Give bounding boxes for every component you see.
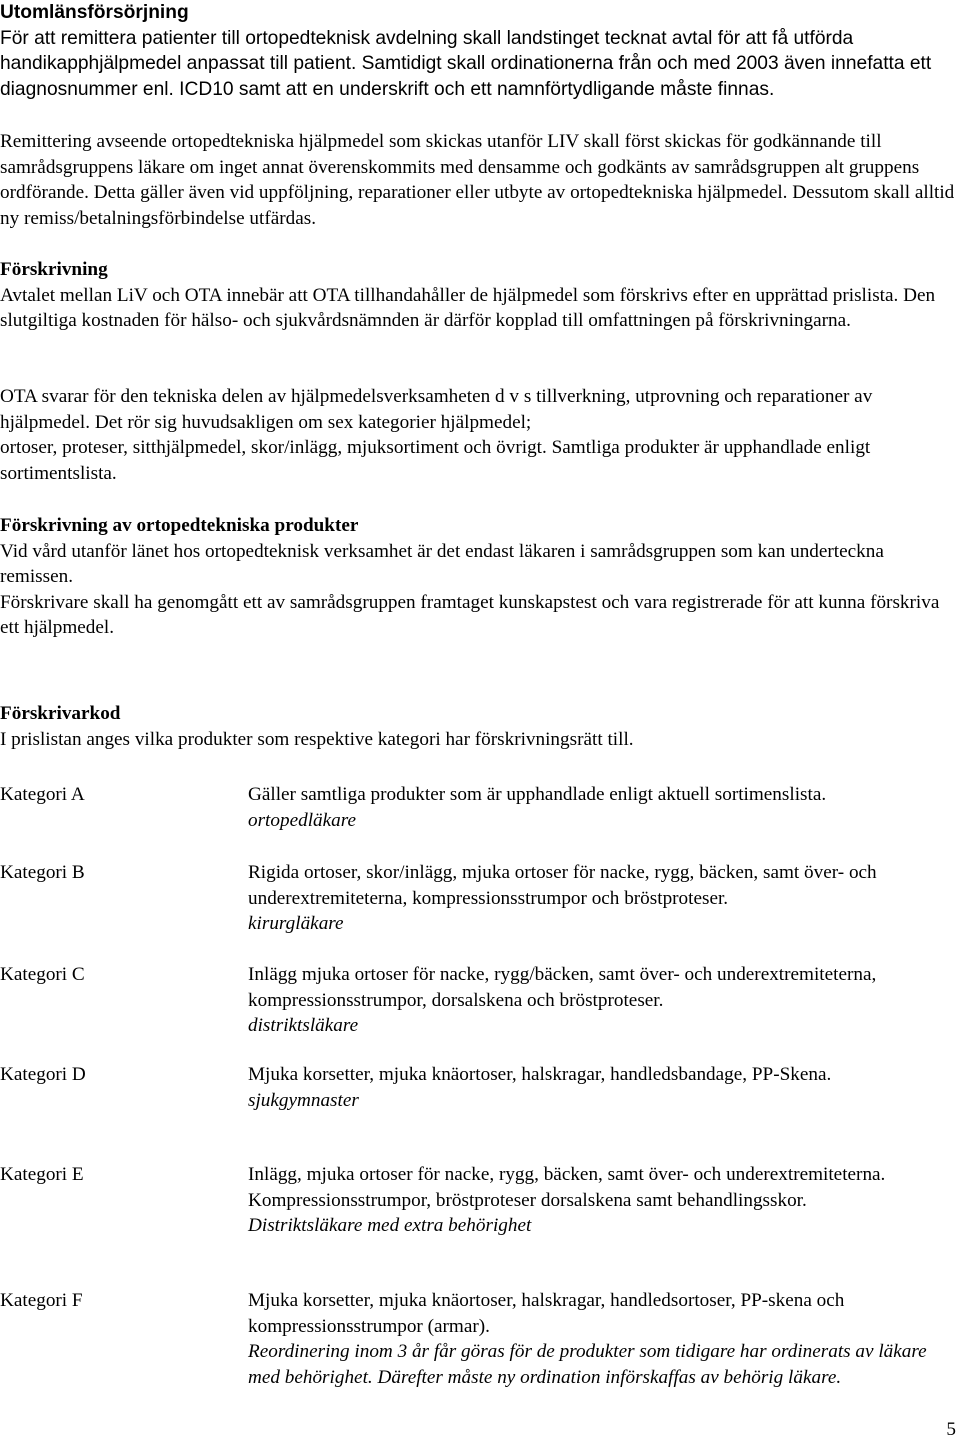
category-description: [248, 962, 960, 1039]
section-heading: Förskrivarkod: [0, 703, 121, 724]
category-label: Kategori E: [0, 1164, 84, 1185]
section-paragraph: Förskrivare skall ha genomgått ett av samrådsgruppen framtaget kunskapstest och vara registrerade för att kunna förskriva ett hjälpmedel.: [0, 591, 940, 638]
category-label: Kategori F: [0, 1290, 83, 1311]
category-role: distriktsläkare: [248, 1015, 359, 1036]
category-description-text: Rigida ortoser, skor/inlägg, mjuka ortoser för nacke, rygg, bäcken, samt över- och underextremiteterna, kompressionsstrumpor och bröstproteser.: [248, 862, 877, 909]
category-role: kirurgläkare: [248, 913, 344, 934]
category-description-text: Mjuka korsetter, mjuka knäortoser, halskragar, handledsortoser, PP-skena och kompressionsstrumpor (armar).: [248, 1290, 845, 1337]
section-ota: [0, 384, 958, 486]
category-role: Reordinering inom 3 år får göras för de produkter som tidigare har ordinerats av läkare med behörighet. Därefter måste ny ordination införskaffas av behörig läkare.: [248, 1341, 927, 1388]
category-description-text: Inlägg, mjuka ortoser för nacke, rygg, bäcken, samt över- och underextremiteterna. Kompressionsstrumpor, bröstproteser dorsalskena samt behandlingsskor.: [248, 1164, 886, 1211]
category-label: Kategori C: [0, 964, 85, 985]
section-heading: Utomlänsförsörjning: [0, 2, 189, 23]
category-description: [248, 860, 960, 937]
section-paragraph: För att remittera patienter till ortopedteknisk avdelning skall landstinget tecknat avtal för att få utförda handikapphjälpmedel anpassat till patient. Samtidigt skall ordinationerna från och med 2003 även innefatta ett diagnosnummer enl. ICD10 samt att en underskrift och ett namnförtydligande måste finnas.: [0, 27, 932, 100]
section-heading: Förskrivning av ortopedtekniska produkter: [0, 515, 359, 536]
section-remittering: [0, 129, 958, 231]
category-description: [248, 1062, 868, 1113]
category-role: Distriktsläkare med extra behörighet: [248, 1215, 532, 1236]
section-utomlansforsorjning: [0, 0, 958, 102]
category-description-text: Gäller samtliga produkter som är upphandlade enligt aktuell sortimenslista.: [248, 784, 827, 805]
category-label: Kategori D: [0, 1064, 86, 1085]
page-number: 5: [946, 1419, 956, 1440]
section-forskrivning-ortopedtekniska: [0, 513, 958, 641]
category-role: ortopedläkare: [248, 809, 356, 831]
category-description: [248, 782, 960, 833]
section-paragraph: Remittering avseende ortopedtekniska hjälpmedel som skickas utanför LIV skall först skickas för godkännande till samrådsgruppens läkare om inget annat överenskommits med densamme och godkänts av samrådsgruppen alt gruppens ordförande. Detta gäller även vid uppföljning, reparationer eller utbyte av ortopedtekniska hjälpmedel. Dessutom skall alltid ny remiss/betalningsförbindelse utfärdas.: [0, 131, 955, 229]
section-forskrivning: [0, 257, 958, 334]
section-paragraph: I prislistan anges vilka produkter som respektive kategori har förskrivningsrätt till.: [0, 728, 634, 750]
category-label: Kategori B: [0, 862, 85, 883]
section-paragraph: Vid vård utanför länet hos ortopedteknisk verksamhet är det endast läkaren i samrådsgruppen som kan underteckna remissen.: [0, 540, 884, 587]
category-description: [248, 1162, 960, 1239]
category-role: sjukgymnaster: [248, 1089, 359, 1111]
section-heading: Förskrivning: [0, 259, 108, 280]
section-paragraph: ortoser, proteser, sitthjälpmedel, skor/inlägg, mjuksortiment och övrigt. Samtliga produkter är upphandlade enligt sortimentslista.: [0, 437, 871, 484]
category-description-text: Mjuka korsetter, mjuka knäortoser, halskragar, handledsbandage, PP-Skena.: [248, 1064, 832, 1085]
category-label: Kategori A: [0, 784, 85, 805]
category-description: [248, 1288, 938, 1390]
section-paragraph: OTA svarar för den tekniska delen av hjälpmedelsverksamheten d v s tillverkning, utprovning och reparationer av hjälpmedel. Det rör sig huvudsakligen om sex kategorier hjälpmedel;: [0, 386, 873, 433]
category-description-text: Inlägg mjuka ortoser för nacke, rygg/bäcken, samt över- och underextremiteterna, kompressionsstrumpor, dorsalskena och bröstproteser.: [248, 964, 877, 1011]
section-paragraph: Avtalet mellan LiV och OTA innebär att OTA tillhandahåller de hjälpmedel som förskrivs efter en upprättad prislista. Den slutgiltiga kostnaden för hälso- och sjukvårdsnämnden är därför kopplad till omfattningen på förskrivningarna.: [0, 284, 936, 331]
section-forskrivarkod: [0, 701, 958, 752]
